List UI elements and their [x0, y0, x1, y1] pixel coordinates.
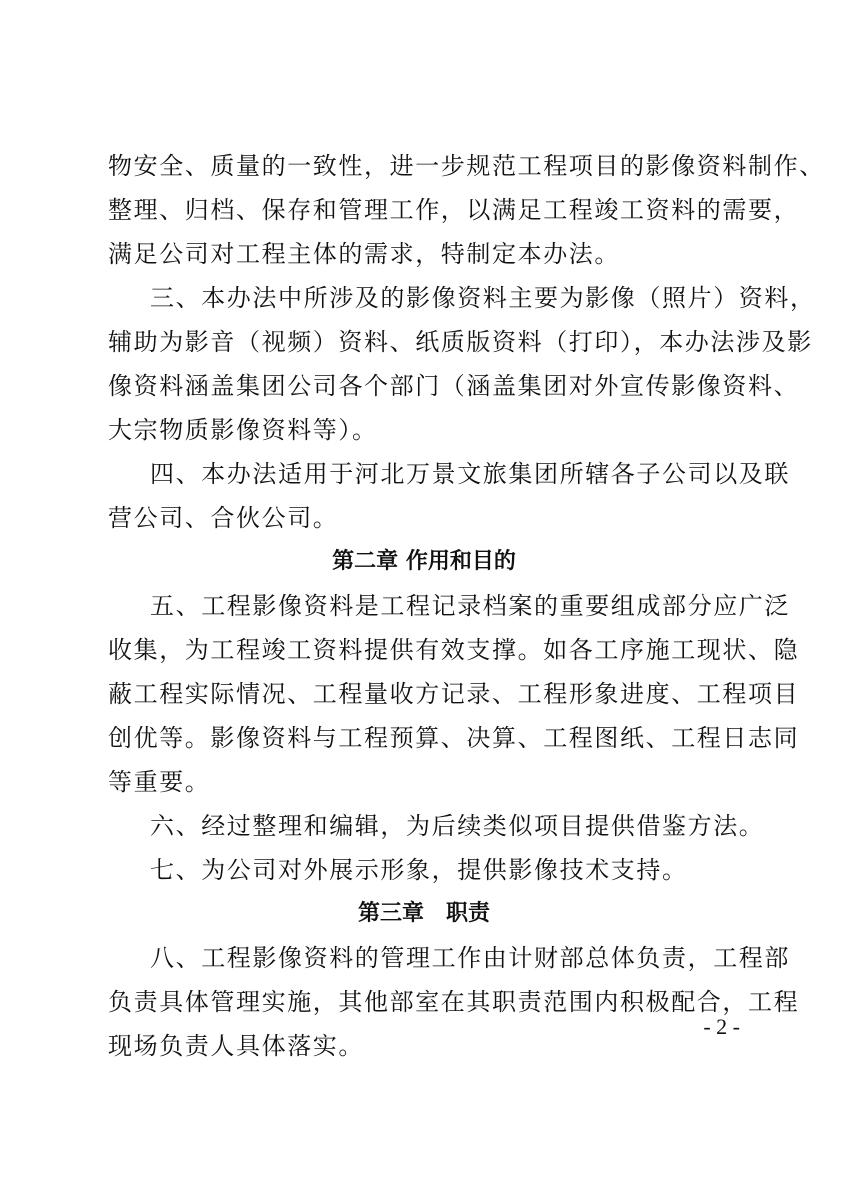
body-text-line: 辅助为影音（视频）资料、纸质版资料（打印），本办法涉及影	[108, 328, 813, 356]
body-text-line: 负责具体管理实施，其他部室在其职责范围内积极配合，工程	[108, 988, 800, 1016]
body-text-line: 整理、归档、保存和管理工作，以满足工程竣工资料的需要，	[108, 196, 800, 224]
clause-6-line: 六、经过整理和编辑，为后续类似项目提供借鉴方法。	[150, 812, 765, 840]
page-number: - 2 -	[703, 1014, 740, 1039]
clause-5-line: 五、工程影像资料是工程记录档案的重要组成部分应广泛	[150, 592, 790, 620]
clause-3-line: 三、本办法中所涉及的影像资料主要为影像（照片）资料，	[150, 284, 816, 312]
body-text-line: 满足公司对工程主体的需求，特制定本办法。	[108, 240, 620, 268]
clause-4-line: 四、本办法适用于河北万景文旅集团所辖各子公司以及联	[150, 460, 790, 488]
body-text-line: 物安全、质量的一致性，进一步规范工程项目的影像资料制作、	[108, 152, 825, 180]
chapter-2-heading: 第二章 作用和目的	[332, 549, 516, 574]
body-text-line: 创优等。影像资料与工程预算、决算、工程图纸、工程日志同	[108, 724, 800, 752]
body-text-line: 蔽工程实际情况、工程量收方记录、工程形象进度、工程项目	[108, 680, 800, 708]
clause-7-line: 七、为公司对外展示形象，提供影像技术支持。	[150, 856, 688, 884]
chapter-3-heading: 第三章 职责	[357, 901, 490, 926]
body-text-line: 大宗物质影像资料等）。	[108, 416, 378, 444]
body-text-line: 营公司、合伙公司。	[108, 504, 339, 532]
body-text-line: 等重要。	[108, 768, 211, 796]
body-text-line: 像资料涵盖集团公司各个部门（涵盖集团对外宣传影像资料、	[108, 372, 800, 400]
body-text-line: 收集，为工程竣工资料提供有效支撑。如各工序施工现状、隐	[108, 636, 800, 664]
body-text-line: 现场负责人具体落实。	[108, 1032, 364, 1060]
clause-8-line: 八、工程影像资料的管理工作由计财部总体负责，工程部	[150, 944, 790, 972]
